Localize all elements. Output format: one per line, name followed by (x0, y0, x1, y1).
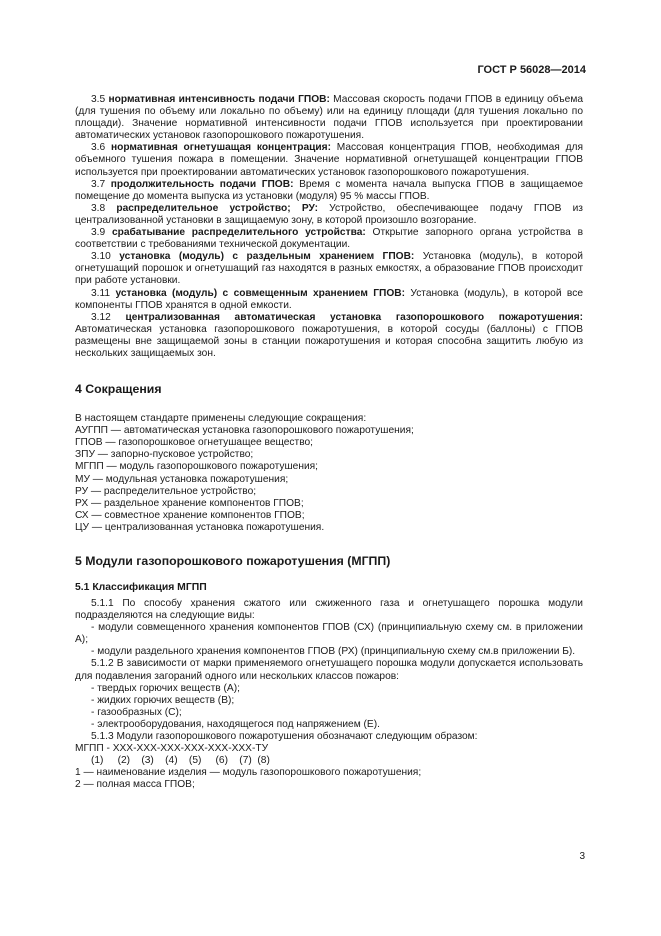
abbreviation-item: ЗПУ — запорно-пусковое устройство; (75, 449, 254, 461)
para-5-1-1: 5.1.1 По способу хранения сжатого или сжиженного газа и огнетушащего порошка модули подразделяются на следующие виды: (75, 598, 583, 622)
classification-content (75, 598, 583, 792)
standard-header: ГОСТ Р 56028—2014 (477, 64, 586, 76)
designation-code: МГПП - ХХХ-ХХХ-ХХХ-ХХХ-ХХХ-ХХХ-ТУ (75, 743, 269, 755)
section-4-title: 4 Сокращения (75, 382, 162, 397)
abbreviation-item: ГПОВ — газопорошковое огнетушащее вещество; (75, 437, 313, 449)
abbreviation-item: РУ — распределительное устройство; (75, 485, 257, 497)
designation-explain-item: 1 — наименование изделия — модуль газопорошкового пожаротушения; (75, 767, 422, 779)
term-3-11: 3.11 установка (модуль) с совмещенным хранением ГПОВ: Установка (модуль), в которой все компоненты ГПОВ хранятся в одной емкости. (75, 287, 583, 311)
para-5-1-3: 5.1.3 Модули газопорошкового пожаротушения обозначают следующим образом: (91, 731, 478, 743)
terms-list (75, 94, 583, 360)
term-3-12: 3.12 централизованная автоматическая установка газопорошкового пожаротушения: Автоматическая установка газопорошкового пожаротушения, в которой сосуды (баллоны) с ГПОВ размещены вне защищаемой зоны в станции пожаротушения и которая способна защитить любую из нескольких защищаемых зон. (75, 311, 583, 359)
subsection-5-1-title: 5.1 Классификация МГПП (75, 582, 207, 593)
list-item: - твердых горючих веществ (А); (91, 682, 240, 694)
page-number: 3 (579, 851, 585, 862)
abbreviations-intro: В настоящем стандарте применены следующие сокращения: (75, 413, 367, 425)
abbreviation-item: ЦУ — централизованная установка пожаротушения. (75, 521, 325, 533)
abbreviation-item: АУГПП — автоматическая установка газопорошкового пожаротушения; (75, 425, 414, 437)
abbreviation-item: СХ — совместное хранение компонентов ГПОВ; (75, 509, 305, 521)
term-3-10: 3.10 установка (модуль) с раздельным хранением ГПОВ: Установка (модуль), в которой огнетушащий порошок и огнетушащий газ находятся в разных емкостях, а образование ГПОВ происходит при работе установки. (75, 251, 583, 287)
term-3-7: 3.7 продолжительность подачи ГПОВ: Время с момента начала выпуска ГПОВ в защищаемое помещение до момента выпуска из установки (модуля) 95 % массы ГПОВ. (75, 178, 583, 202)
term-3-5: 3.5 нормативная интенсивность подачи ГПОВ: Массовая скорость подачи ГПОВ в единицу объема (для тушения по объему или локально по объему) или на единицу площади (для тушения локально по площади). Значение нормативной интенсивности подачи ГПОВ используется при проектировании автоматических установок газопорошкового пожаротушения. (75, 94, 583, 142)
list-item: - модули совмещенного хранения компонентов ГПОВ (СХ) (принципиальную схему см. в приложении А); (75, 622, 583, 646)
para-5-1-2: 5.1.2 В зависимости от марки применяемого огнетушащего порошка модули допускается использовать для подавления загораний одного или нескольких классов пожаров: (75, 658, 583, 682)
abbreviation-item: МУ — модульная установка пожаротушения; (75, 473, 289, 485)
designation-explain-item: 2 — полная масса ГПОВ; (75, 779, 195, 791)
list-item: - газообразных (С); (91, 706, 182, 718)
abbreviation-item: МГПП — модуль газопорошкового пожаротушения; (75, 461, 319, 473)
document-body (75, 94, 583, 792)
abbreviation-item: РХ — раздельное хранение компонентов ГПОВ; (75, 497, 304, 509)
term-3-9: 3.9 срабатывание распределительного устройства: Открытие запорного органа устройства в соответствии с требованиями технической документации. (75, 227, 583, 251)
list-item: - жидких горючих веществ (В); (91, 694, 235, 706)
list-item: - модули раздельного хранения компонентов ГПОВ (РХ) (принципиальную схему см.в приложении Б). (91, 646, 576, 658)
designation-positions: (1) (2) (3) (4) (5) (6) (7) (8) (91, 755, 270, 767)
term-3-8: 3.8 распределительное устройство; РУ: Устройство, обеспечивающее подачу ГПОВ из централизованной установки в защищаемую зону, в которой произошло возгорание. (75, 202, 583, 226)
section-5-title: 5 Модули газопорошкового пожаротушения (МГПП) (75, 554, 391, 568)
abbreviations-list (75, 413, 583, 534)
term-3-6: 3.6 нормативная огнетушащая концентрация: Массовая концентрация ГПОВ, необходимая для объемного тушения пожара в помещении. Значение нормативной огнетушащей концентрации ГПОВ используется при проектировании автоматических установок газопорошкового пожаротушения. (75, 142, 583, 178)
list-item: - электрооборудования, находящегося под напряжением (Е). (91, 718, 380, 730)
